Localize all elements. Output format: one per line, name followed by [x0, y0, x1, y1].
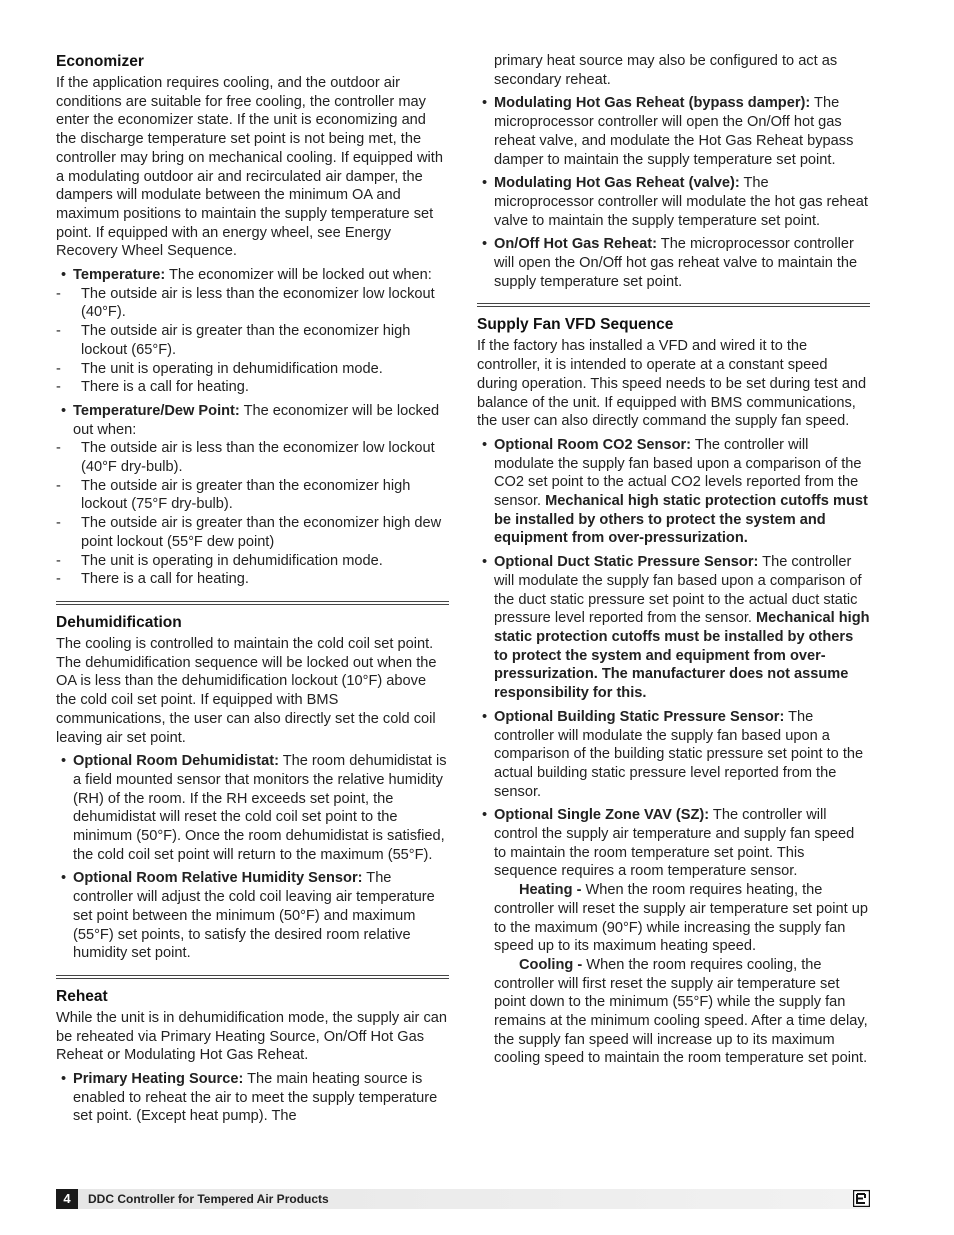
dew-item-text: There is a call for heating. [81, 571, 249, 588]
economizer-intro: If the application requires cooling, and the outdoor air conditions are suitable for free cooling, the controller may enter the economizer state. If the unit is economizing and the discharge temperature set point is not being met, the controller may bring on mechanical cooling. If equipped with a modulating outdoor air and recirculated air damper, the dampers will modulate between the minimum OA and maximum positions to maintain the supply temperature set point. If equipped with an energy wheel, see Energy Recovery Wheel Sequence. [56, 75, 443, 260]
bullet-warning: Mechanical high static protection cutoffs must be installed by others to protect the system and equipment from over-pressurization. [494, 493, 868, 547]
primary-heating-continued: primary heat source may also be configured to act as secondary reheat. [494, 53, 838, 88]
temp-item: - There is a call for heating. [56, 379, 249, 396]
dew-item: - The outside air is greater than the economizer high dew point lockout (55°F dew point) [56, 515, 442, 550]
temp-item-text: The outside air is less than the economizer low lockout (40°F). [81, 285, 435, 321]
bullet-text: The room dehumidistat is a field mounted sensor that monitors the relative humidity (RH) of the room. If the RH exceeds set point, the dehumidistat will reset the cold coil set point to the minimum (50°F). Once the room dehumidistat is satisfied, the cold coil set point will return to the maximum (55°F). [73, 753, 447, 863]
dew-item: - There is a call for heating. [56, 571, 249, 588]
hgr-bypass-bullet: • Modulating Hot Gas Reheat (bypass damper): The microprocessor controller will open the On/Off hot gas reheat valve, and modulate the Hot Gas Reheat bypass damper to maintain the supply temperature set point. [482, 95, 854, 168]
right-column [477, 52, 870, 1068]
dew-item-text: The outside air is greater than the economizer high lockout (75°F dry-bulb). [81, 477, 411, 513]
bullet-text: The controller will modulate the supply fan based upon a comparison of the duct static pressure set point to the actual duct static pressure level reported from the sensor. [494, 554, 862, 627]
temp-item: - The unit is operating in dehumidification mode. [56, 360, 383, 377]
section-divider [56, 601, 449, 605]
heating-paragraph [477, 881, 870, 956]
page-number: 4 [56, 1189, 78, 1209]
heating-text: When the room requires heating, the controller will reset the supply air temperature set point up to the maximum (90°F) while increasing the supply fan speed up to its maximum heating speed. [494, 882, 868, 955]
dehumidification-heading: Dehumidification [56, 613, 182, 631]
bullet-lead: Optional Room Relative Humidity Sensor: [73, 870, 363, 887]
document-title: DDC Controller for Tempered Air Products [88, 1192, 329, 1206]
dew-item: - The outside air is greater than the economizer high lockout (75°F dry-bulb). [56, 477, 411, 513]
bullet-lead: On/Off Hot Gas Reheat: [494, 236, 657, 253]
reheat-intro: While the unit is in dehumidification mode, the supply air can be reheated via Primary Heating Source, On/Off Hot Gas Reheat or Modulating Hot Gas Reheat. [56, 1009, 447, 1064]
temp-item-text: There is a call for heating. [81, 379, 249, 396]
duct-static-bullet: • Optional Duct Static Pressure Sensor: The controller will modulate the supply fan based upon a comparison of the duct static pressure set point to the actual duct static pressure level reported from the sensor. Mechanical high static protection cutoffs must be installed by others to protect the system and equipment from over-pressurization. The manufacturer does not assume responsibility for this. [482, 554, 870, 702]
dew-item: - The outside air is less than the economizer low lockout (40°F dry-bulb). [56, 440, 435, 476]
hgr-valve-bullet: • Modulating Hot Gas Reheat (valve): The microprocessor controller will modulate the hot gas reheat valve to maintain the supply temperature set point. [482, 175, 868, 229]
reheat-heading: Reheat [56, 987, 108, 1005]
dew-point-text: The economizer will be locked out when: [73, 402, 440, 438]
temp-item: - The outside air is less than the economizer low lockout (40°F). [56, 285, 435, 321]
cooling-lead: Cooling - [519, 956, 583, 973]
temp-item: - The outside air is greater than the economizer high lockout (65°F). [56, 323, 411, 358]
left-column [56, 52, 449, 1126]
cooling-paragraph [477, 956, 870, 1068]
bullet-warning: Mechanical high static protection cutoffs must be installed by others to protect the system and equipment from over-pressurization. The manufacturer does not assume responsibility for this. [494, 610, 870, 702]
bullet-lead: Primary Heating Source: [73, 1071, 244, 1088]
bullet-lead: Modulating Hot Gas Reheat (valve): [494, 175, 740, 192]
bullet-text: The controller will modulate the supply fan based upon a comparison of the CO2 set point to the actual CO2 levels reported from the sensor. [494, 436, 862, 510]
bullet-lead: Optional Room CO2 Sensor: [494, 436, 692, 453]
onoff-hgr-bullet: • On/Off Hot Gas Reheat: The microprocessor controller will open the On/Off hot gas reheat valve to maintain the supply temperature set point. [482, 236, 858, 290]
co2-sensor-bullet: • Optional Room CO2 Sensor: The controller will modulate the supply fan based upon a comparison of the CO2 set point to the actual CO2 levels reported from the sensor. Mechanical high static protection cutoffs must be installed by others to protect the system and equipment from over-pressurization. [482, 436, 868, 547]
vfd-intro: If the factory has installed a VFD and wired it to the controller, it is intended to operate at a constant speed during operation. This speed needs to be set during test and balance of the unit. If equipped with BMS communications, the user can also directly command the supply fan speed. [477, 338, 867, 430]
bullet-lead: Optional Building Static Pressure Sensor: [494, 708, 785, 725]
section-divider [477, 303, 870, 307]
bullet-lead: Optional Single Zone VAV (SZ): [494, 807, 710, 824]
bullet-text: The controller will control the supply air temperature and supply fan speed to maintain the room temperature set point. This sequence requires a room temperature sensor. [494, 807, 855, 880]
dew-item-text: The outside air is less than the economizer low lockout (40°F dry-bulb). [81, 440, 435, 476]
temperature-bullet: • Temperature: The economizer will be locked out when: [61, 267, 432, 284]
dew-point-bullet: • Temperature/Dew Point: The economizer will be locked out when: [61, 402, 440, 438]
temp-item-text: The outside air is greater than the economizer high lockout (65°F). [81, 323, 411, 358]
bullet-text: The controller will modulate the supply fan based upon a comparison of the building static pressure set point to the actual building static pressure level reported from the sensor. [494, 708, 864, 800]
temperature-text: The economizer will be locked out when: [165, 267, 432, 284]
dew-item-text: The outside air is greater than the economizer high dew point lockout (55°F dew point) [81, 515, 442, 550]
bullet-lead: Optional Room Dehumidistat: [73, 753, 279, 770]
dew-point-lead: Temperature/Dew Point: [73, 402, 240, 419]
economizer-heading: Economizer [56, 53, 144, 70]
temp-item-text: The unit is operating in dehumidification mode. [81, 360, 383, 377]
temperature-lead: Temperature: [73, 267, 166, 284]
dehumidification-intro: The cooling is controlled to maintain the cold coil set point. The dehumidification sequence will be locked out when the OA is less than the dehumidification lockout (10°F) above the cold coil set point. If equipped with BMS communications, the user can also directly set the cold coil leaving air set point. [56, 635, 437, 746]
vfd-heading: Supply Fan VFD Sequence [477, 316, 674, 334]
primary-heating-bullet: • Primary Heating Source: The main heating source is enabled to reheat the air to meet the supply temperature set point. (Except heat pump). The [61, 1071, 438, 1125]
bullet-text: The controller will adjust the cold coil leaving air temperature set point between the minimum (50°F) and maximum (55°F) set points, to satisfy the desired room relative humidity set point. [73, 870, 435, 962]
building-static-bullet: • Optional Building Static Pressure Sensor: The controller will modulate the supply fan based upon a comparison of the building static pressure set point to the actual building static pressure level reported from the sensor. [482, 708, 864, 800]
cooling-text: When the room requires cooling, the controller will first reset the supply air temperature set point down to the minimum (55°F) while the supply fan remains at the minimum cooling speed. After a time delay, the supply fan speed will increase up to its maximum cooling speed to maintain the room temperature set point. [494, 956, 868, 1067]
heating-lead: Heating - [519, 882, 582, 899]
dew-item-text: The unit is operating in dehumidification mode. [81, 552, 383, 569]
rh-sensor-bullet: • Optional Room Relative Humidity Sensor: The controller will adjust the cold coil leaving air temperature set point between the minimum (50°F) and maximum (55°F) set points, to satisfy the desired room relative humidity set point. [61, 870, 435, 962]
bullet-text: The microprocessor controller will modulate the hot gas reheat valve to maintain the supply temperature set point. [494, 175, 868, 229]
single-zone-vav-bullet: • Optional Single Zone VAV (SZ): The controller will control the supply air temperature and supply fan speed to maintain the room temperature set point. This sequence requires a room temperature sensor. [482, 807, 855, 880]
bullet-text: The main heating source is enabled to reheat the air to meet the supply temperature set point. (Except heat pump). The [73, 1071, 438, 1125]
bullet-text: The microprocessor controller will open the On/Off hot gas reheat valve to maintain the supply temperature set point. [494, 236, 858, 290]
brand-logo-icon [853, 1190, 870, 1207]
section-divider [56, 975, 449, 979]
bullet-lead: Optional Duct Static Pressure Sensor: [494, 554, 759, 571]
bullet-lead: Modulating Hot Gas Reheat (bypass damper): [494, 95, 811, 112]
dew-item: - The unit is operating in dehumidification mode. [56, 552, 383, 569]
page-footer [56, 1189, 870, 1209]
room-dehumidistat-bullet: • Optional Room Dehumidistat: The room dehumidistat is a field mounted sensor that monitors the relative humidity (RH) of the room. If the RH exceeds set point, the dehumidistat will reset the cold coil set point to the minimum (50°F). Once the room dehumidistat is satisfied, the cold coil set point will return to the maximum (55°F). [61, 753, 447, 863]
bullet-text: The microprocessor controller will open the On/Off hot gas reheat valve, and modulate the Hot Gas Reheat bypass damper to maintain the supply temperature set point. [494, 95, 854, 168]
